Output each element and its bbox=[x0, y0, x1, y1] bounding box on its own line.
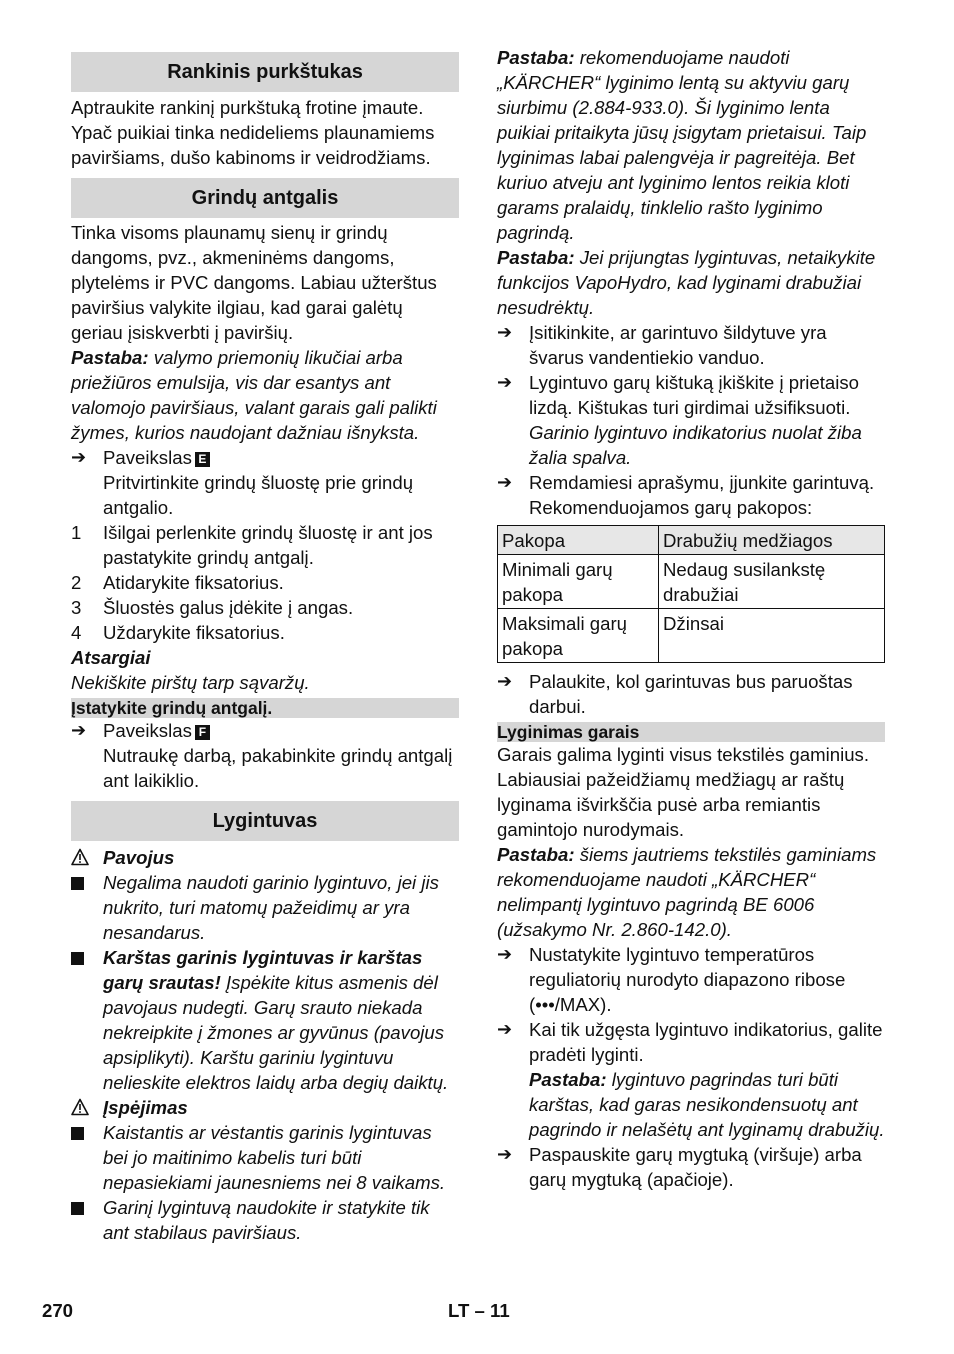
instruction-row: ➔ Įsitikinkite, ar garintuvo šildytuve yra švarus vandentiekio vanduo. bbox=[497, 322, 827, 368]
table-header-row bbox=[498, 526, 885, 555]
instruction: Pritvirtinkite grindų šluostę prie grindų antgalio. bbox=[103, 472, 414, 518]
right-arrow-icon: ➔ bbox=[497, 1019, 513, 1039]
table-cell: Džinsai bbox=[659, 609, 885, 663]
step-row: 4 Uždarykite fiksatorius. bbox=[71, 622, 285, 643]
note: Pastaba: rekomenduojame naudoti „KÄRCHER“ lyginimo lentą su aktyviu garų siurbimu (2.884-933.0). Ši lyginimo lenta puikiai pritaikyta jūsų įsigytam prietaisui. Taip lyginimas labai palengvėja ir pagreitėja. Bet kuriuo atveju ant lyginimo lentos reikia kloti garams pralaidų, tinklelio rašto lyginimo pagrindą. bbox=[497, 47, 867, 243]
figure-ref-row: ➔ Paveikslas E bbox=[71, 445, 459, 470]
steam-levels-table bbox=[497, 525, 885, 663]
instruction-row: ➔ Kai tik užgęsta lygintuvo indikatorius, galite pradėti lyginti. bbox=[497, 1019, 883, 1065]
right-column bbox=[497, 45, 885, 1192]
section-heading-iron: Lygintuvas bbox=[71, 801, 459, 841]
section-heading-hand-nozzle: Rankinis purkštukas bbox=[71, 52, 459, 92]
warning-triangle-icon bbox=[71, 1097, 89, 1115]
warning-triangle-icon bbox=[71, 847, 89, 865]
step-number: 4 bbox=[71, 622, 82, 643]
step-number: 1 bbox=[71, 522, 82, 543]
figure-letter-badge: E bbox=[195, 452, 210, 467]
paragraph: Tinka visoms plaunamų sienų ir grindų dangoms, pvz., akmeninėms dangoms, plytelėms ir PVC dangoms. Labiau užterštus paviršius valykite ilgiau, kad garai galėtų geriau įsiskverbti į paviršių. bbox=[71, 222, 437, 343]
note: Pastaba: šiems jautriems tekstilės gaminiams rekomenduojame naudoti „KÄRCHER“ nelimpantį lygintuvo pagrindą BE 6006 (užsakymo Nr. 2.860-142.0). bbox=[497, 844, 877, 940]
note: Pastaba: valymo priemonių likučiai arba priežiūros emulsija, vis dar esantys ant valomojo paviršiaus, valant garais gali palikti žymes, kurios naudojant dažniau išnyksta. bbox=[71, 347, 437, 443]
table-row bbox=[498, 609, 885, 663]
table-row bbox=[498, 555, 885, 609]
right-arrow-icon: ➔ bbox=[497, 322, 513, 342]
figure-ref-row: ➔ Paveikslas F bbox=[71, 718, 459, 743]
table-cell: Minimali garų pakopa bbox=[498, 555, 659, 609]
table-header: Drabužių medžiagos bbox=[659, 526, 885, 555]
instruction-row: ➔ Palaukite, kol garintuvas bus paruoštas darbui. bbox=[497, 671, 853, 717]
table-header: Pakopa bbox=[498, 526, 659, 555]
right-arrow-icon: ➔ bbox=[497, 472, 513, 492]
black-square-bullet-icon bbox=[71, 877, 84, 890]
instruction-row: ➔ Lygintuvo garų kištuką įkiškite į prietaiso lizdą. Kištukas turi girdimai užsifiksuoti. bbox=[497, 372, 860, 418]
bullet-item: Kaistantis ar vėstantis garinis lygintuvas bei jo maitinimo kabelis turi būti nepasiekiami jaunesniems nei 8 vaikams. bbox=[71, 1120, 459, 1195]
instruction: Nutraukę darbą, pakabinkite grindų antgalį ant laikiklio. bbox=[103, 745, 453, 791]
table-cell: Maksimali garų pakopa bbox=[498, 609, 659, 663]
caution-text: Nekiškite pirštų tarp sąvaržų. bbox=[71, 672, 310, 693]
right-arrow-icon: ➔ bbox=[71, 720, 87, 740]
instruction-row: ➔ Remdamiesi aprašymu, įjunkite garintuvą. bbox=[497, 472, 875, 493]
right-arrow-icon: ➔ bbox=[497, 1144, 513, 1164]
warning-label-row: Įspėjimas bbox=[71, 1095, 459, 1120]
black-square-bullet-icon bbox=[71, 1127, 84, 1140]
subheading-steam-ironing: Lyginimas garais bbox=[497, 722, 885, 742]
right-arrow-icon: ➔ bbox=[497, 372, 513, 392]
black-square-bullet-icon bbox=[71, 1202, 84, 1215]
danger-label-row: Pavojus bbox=[71, 845, 459, 870]
indicator-note: Garinio lygintuvo indikatorius nuolat žiba žalia spalva. bbox=[529, 422, 862, 468]
step-row: 2 Atidarykite fiksatorius. bbox=[71, 572, 284, 593]
language-page-label: LT – 11 bbox=[448, 1300, 510, 1321]
bullet-item: Garinį lygintuvą naudokite ir statykite tik ant stabilaus paviršiaus. bbox=[71, 1195, 459, 1245]
note: Pastaba: Jei prijungtas lygintuvas, netaikykite funkcijos VapoHydro, kad lyginami drabužiai nesudrėktų. bbox=[497, 247, 876, 318]
instruction-row: ➔ Paspauskite garų mygtuką (viršuje) arba garų mygtuką (apačioje). bbox=[497, 1144, 862, 1190]
black-square-bullet-icon bbox=[71, 952, 84, 965]
instruction-subtext: Rekomenduojamos garų pakopos: bbox=[529, 497, 813, 518]
paragraph: Garais galima lyginti visus tekstilės gaminius. Labiausiai pažeidžiamų medžiagų ar raštų lyginama išvirkščia pusė arba remiantis gamintojo nurodymais. bbox=[497, 744, 870, 840]
instruction-row: ➔ Nustatykite lygintuvo temperatūros reguliatorių nurodyto diapazono ribose (•••/MAX). bbox=[497, 944, 846, 1015]
right-arrow-icon: ➔ bbox=[497, 671, 513, 691]
page-number: 270 bbox=[42, 1300, 74, 1321]
bullet-item: Negalima naudoti garinio lygintuvo, jei jis nukrito, turi matomų pažeidimų ar yra nesandarus. bbox=[71, 870, 459, 945]
note: Pastaba: lygintuvo pagrindas turi būti karštas, kad garas nesikondensuotų ant pagrindo ir nelašėtų ant lyginamų drabužių. bbox=[529, 1069, 885, 1140]
right-arrow-icon: ➔ bbox=[71, 447, 87, 467]
paragraph: Aptraukite rankinį purkštuką frotine įmaute. Ypač puikiai tinka nedideliems plaunamiems paviršiams, dušo kabinoms ir veidrodžiams. bbox=[71, 97, 435, 168]
section-heading-floor-nozzle: Grindų antgalis bbox=[71, 178, 459, 218]
figure-letter-badge: F bbox=[195, 725, 210, 740]
caution-label: Atsargiai bbox=[71, 647, 151, 668]
step-number: 2 bbox=[71, 572, 82, 593]
step-number: 3 bbox=[71, 597, 82, 618]
table-cell: Nedaug susilankstę drabužiai bbox=[659, 555, 885, 609]
bullet-item: Karštas garinis lygintuvas ir karštas garų srautas! Įspėkite kitus asmenis dėl pavojaus nudegti. Garų srauto niekada nekreipkite į žmones ar gyvūnus (pavojus apsiplikyti). Karštu gariniu lygintuvu nelieskite elektros laidų arba degių daiktų. bbox=[71, 945, 459, 1095]
right-arrow-icon: ➔ bbox=[497, 944, 513, 964]
step-row: 3 Šluostės galus įdėkite į angas. bbox=[71, 597, 354, 618]
left-column bbox=[71, 45, 459, 1245]
subheading-insert-nozzle: Įstatykite grindų antgalį. bbox=[71, 698, 459, 718]
step-row: 1 Išilgai perlenkite grindų šluostę ir ant jos pastatykite grindų antgalį. bbox=[71, 522, 433, 568]
